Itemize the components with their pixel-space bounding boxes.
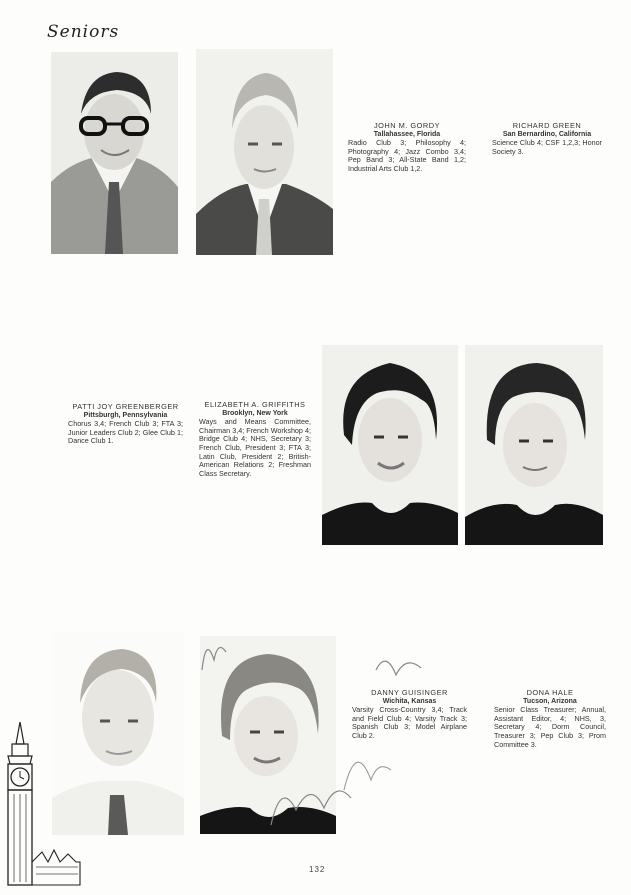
student-activities: Science Club 4; CSF 1,2,3; Honor Society 3. [492, 138, 602, 156]
student-name: DONA HALE [526, 688, 574, 697]
student-hometown: San Bernardino, California [502, 130, 592, 138]
student-activities: Senior Class Treasurer; Annual, Assistant Editor, 4; NHS, 3, Secretary 4; Dorm Council, Treasurer 3; Pep Club 3; Prom Committee 3. [494, 705, 606, 749]
student-name: ELIZABETH A. GRIFFITHS [204, 400, 306, 409]
bio-john-gordy [348, 122, 466, 174]
student-activities: Chorus 3,4; French Club 3; FTA 3; Junior Leaders Club 2; Glee Club 1; Dance Club 1. [68, 419, 183, 446]
student-activities: Varsity Cross-Country 3,4; Track and Field Club 4; Varsity Track 3; Spanish Club 3; Model Airplane Club 2. [352, 705, 467, 740]
student-photo-elizabeth-griffiths [465, 345, 603, 545]
student-photo-dona-hale [200, 636, 336, 834]
section-title: Seniors [47, 22, 120, 42]
clock-tower-illustration [2, 722, 82, 887]
bio-dona-hale [494, 689, 606, 749]
page-number: 132 [309, 865, 326, 874]
bio-richard-green [492, 122, 602, 156]
student-hometown: Brooklyn, New York [222, 409, 288, 417]
student-hometown: Wichita, Kansas [382, 697, 437, 705]
student-activities: Radio Club 3; Philosophy 4; Photography 4; Jazz Combo 3,4; Pep Band 3; All-State Band 1,2; Industrial Arts Club 1,2. [348, 138, 466, 173]
student-hometown: Pittsburgh, Pennsylvania [83, 411, 168, 419]
bio-patti-greenberger [68, 403, 183, 446]
student-name: RICHARD GREEN [512, 121, 582, 130]
bio-danny-guisinger [352, 689, 467, 741]
student-photo-richard-green [196, 49, 333, 255]
student-hometown: Tallahassee, Florida [373, 130, 441, 138]
student-photo-john-gordy [51, 52, 178, 254]
student-photo-patti-greenberger [322, 345, 458, 545]
student-hometown: Tucson, Arizona [523, 697, 577, 705]
student-name: DANNY GUISINGER [371, 688, 448, 697]
student-name: JOHN M. GORDY [373, 121, 441, 130]
student-name: PATTI JOY GREENBERGER [72, 402, 179, 411]
bio-elizabeth-griffiths [199, 401, 311, 478]
student-activities: Ways and Means Committee, Chairman 3,4; French Workshop 4; Bridge Club 4; NHS, Secretary 3; French Club, President 3; FTA 3; Latin Club, President 2; British-American Relations 2; Freshman Class Secretary. [199, 417, 311, 478]
